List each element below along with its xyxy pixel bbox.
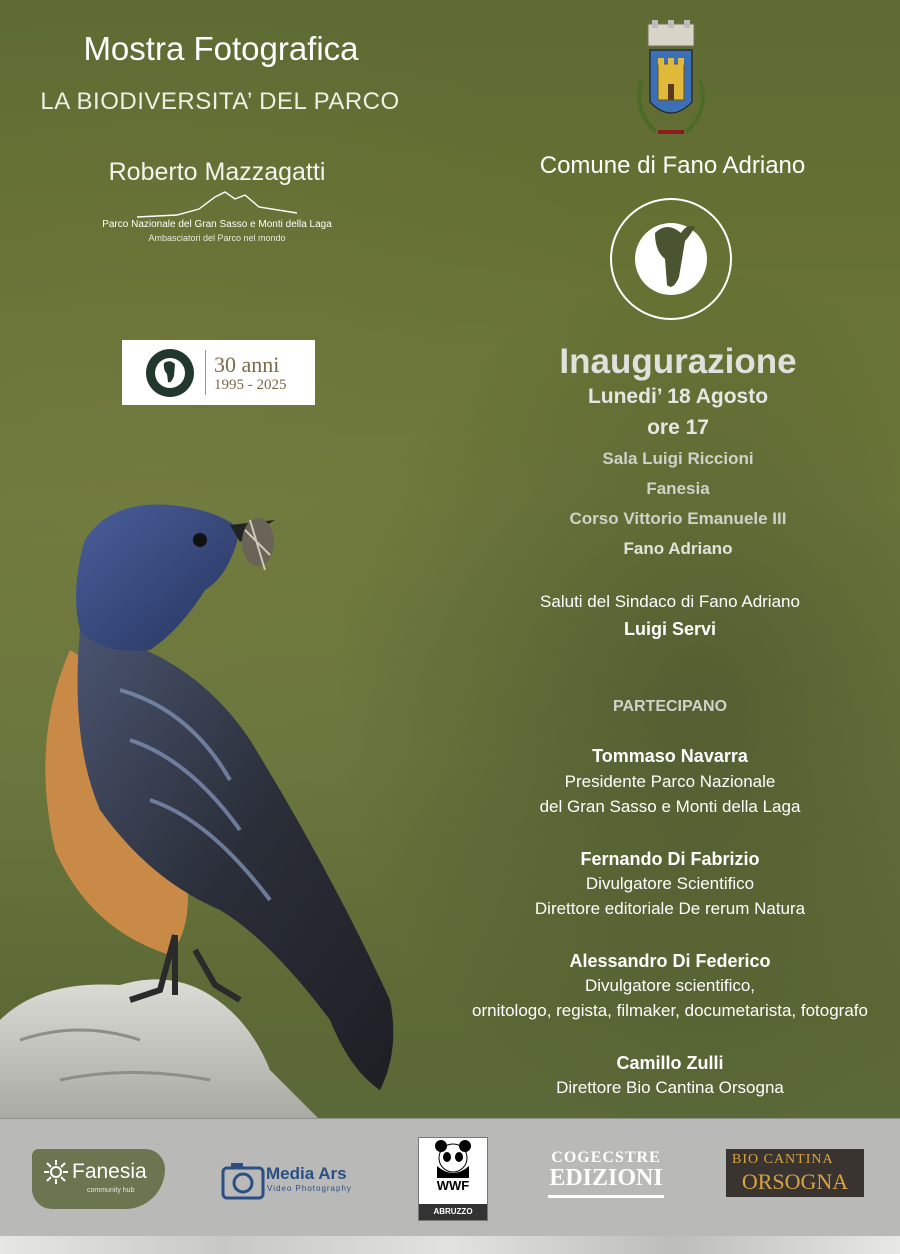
author-role-line: Ambasciatori del Parco nel mondo [148,233,286,243]
comune-name: Comune di Fano Adriano [539,152,806,179]
cogecstre-subname: EDIZIONI [549,1165,663,1191]
wwf-region: ABRUZZO [419,1204,487,1220]
venue-street: Corso Vittorio Emanuele III [569,509,787,528]
venue-building: Fanesia [646,479,710,498]
anniversary-years: 30 anni [214,352,280,377]
participant-name: Fernando Di Fabrizio [580,849,760,869]
event-time: ore 17 [647,416,709,439]
participant-role: del Gran Sasso e Monti della Laga [539,797,801,816]
author-signature [100,158,334,243]
media-ars-tagline: Video Photography [267,1184,352,1193]
flower-icon [43,1159,69,1185]
bio-cantina-orsogna-logo [726,1149,864,1197]
fanesia-tagline: community hub [87,1187,135,1194]
park-emblem-icon [145,348,195,398]
bottom-rock-strip [0,1236,900,1254]
exhibition-subtitle: LA BIODIVERSITA’ DEL PARCO [40,88,400,115]
exhibition-title: Mostra Fotografica [83,30,359,67]
participant-name: Camillo Zulli [616,1053,724,1073]
fanesia-name: Fanesia [72,1160,147,1183]
orsogna-top-line: BIO CANTINA [732,1152,834,1167]
venue-hall: Sala Luigi Riccioni [602,449,754,468]
sponsor-bar [0,1118,900,1237]
wwf-name: WWF [436,1178,470,1193]
fanesia-logo [32,1149,165,1209]
wwf-logo [418,1137,488,1221]
cogecstre-logo [542,1149,670,1203]
mayor-name: Luigi Servi [623,619,717,639]
town-crest-icon [624,20,718,148]
participants-heading: PARTECIPANO [612,698,728,715]
panda-icon [429,1140,477,1180]
media-ars-name: Media Ars [266,1164,347,1183]
anniversary-badge [122,340,315,405]
camera-icon [221,1158,265,1202]
badge-divider [205,350,206,395]
park-seal-icon [603,193,739,323]
author-park-line: Parco Nazionale del Gran Sasso e Monti della Laga [102,219,332,230]
participant-role: ornitologo, regista, filmaker, documetarista, fotografo [472,1001,868,1020]
event-date: Lunedi’ 18 Agosto [587,385,769,408]
event-heading: Inaugurazione [559,342,797,381]
media-ars-logo [221,1146,363,1206]
greeting-text: Saluti del Sindaco di Fano Adriano [540,592,800,611]
anniversary-range: 1995 - 2025 [214,377,287,393]
participant-role: Direttore editoriale De rerum Natura [534,899,806,918]
mountain-outline-icon [137,189,297,219]
participant-role: Divulgatore scientifico, [584,976,756,995]
orsogna-name: ORSOGNA [741,1169,849,1194]
participant-role: Divulgatore Scientifico [585,874,755,893]
blue-rock-thrush-photo [0,480,440,1120]
participant-name: Tommaso Navarra [592,746,748,766]
participant-role: Presidente Parco Nazionale [564,772,776,791]
venue-town: Fano Adriano [623,539,733,558]
participant-role: Direttore Bio Cantina Orsogna [556,1078,784,1097]
author-name: Roberto Mazzagatti [108,158,326,186]
cogecstre-name: COGECSTRE [551,1149,661,1166]
cogecstre-rule [548,1195,664,1198]
participant-name: Alessandro Di Federico [569,951,771,971]
